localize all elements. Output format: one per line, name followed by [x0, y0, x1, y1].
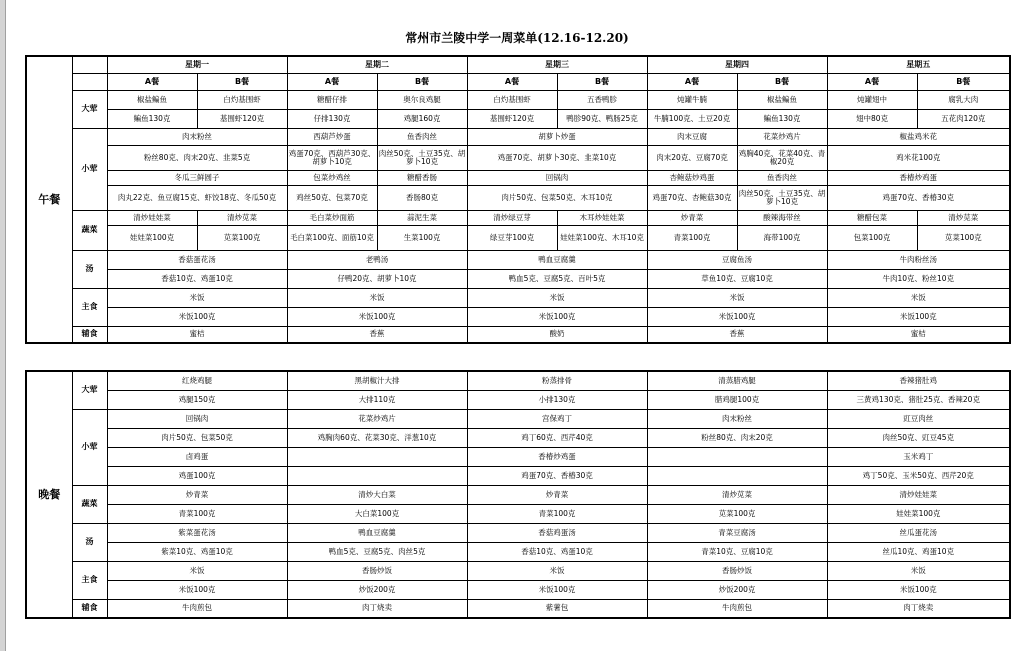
category-label: 汤 — [72, 523, 107, 561]
dish-quantity: 仔鸭20克、胡萝卜10克 — [287, 269, 467, 288]
dish-quantity: 苋菜100克 — [197, 225, 287, 250]
dish-quantity: 腊鸡腿100克 — [647, 390, 827, 409]
dish-quantity: 青菜100克 — [647, 225, 737, 250]
dish-name: 玉米鸡丁 — [827, 447, 1010, 466]
category-label: 辅食 — [72, 326, 107, 343]
dish-quantity: 肉丝50克、土豆35克、胡萝卜10克 — [737, 185, 827, 210]
dish-quantity: 翅中80克 — [827, 109, 917, 128]
lunch-label: 午餐 — [26, 56, 72, 343]
dish-name: 米饭 — [827, 288, 1010, 307]
dish-quantity: 米饭100克 — [647, 307, 827, 326]
set-b-header: B餐 — [377, 73, 467, 90]
dish-name: 回锅肉 — [107, 409, 287, 428]
dish-name: 豇豆肉丝 — [827, 409, 1010, 428]
dish-name: 清炒苋菜 — [197, 210, 287, 225]
day-header: 星期三 — [467, 56, 647, 73]
dish-name: 清炒娃娃菜 — [827, 485, 1010, 504]
dish-quantity: 米饭100克 — [287, 307, 467, 326]
set-a-header: A餐 — [467, 73, 557, 90]
dish-name: 鱼香肉丝 — [737, 170, 827, 185]
dish-name: 杏鲍菇炒鸡蛋 — [647, 170, 737, 185]
dish-name: 香菇蛋花汤 — [107, 250, 287, 269]
dish-name — [287, 447, 467, 466]
dish-name: 肉末粉丝 — [107, 128, 287, 145]
dish-name: 胡萝卜炒蛋 — [467, 128, 647, 145]
dish-quantity: 鳊鱼130克 — [737, 109, 827, 128]
dish-quantity: 肉丸22克、鱼豆腐15克、虾饺18克、冬瓜50克 — [107, 185, 287, 210]
dish-name: 奥尔良鸡腿 — [377, 90, 467, 109]
dish-quantity: 鸡腿150克 — [107, 390, 287, 409]
dish-name: 椒盐鳊鱼 — [737, 90, 827, 109]
dish-quantity: 鸡蛋70克、胡萝卜30克、韭菜10克 — [467, 145, 647, 170]
snack-item: 蜜桔 — [107, 326, 287, 343]
dish-name: 糖醋香肠 — [377, 170, 467, 185]
day-header: 星期二 — [287, 56, 467, 73]
dish-quantity — [647, 466, 827, 485]
snack-item: 紫薯包 — [467, 599, 647, 618]
dish-name: 米饭 — [107, 288, 287, 307]
dish-name: 宫保鸡丁 — [467, 409, 647, 428]
dish-name: 糖醋包菜 — [827, 210, 917, 225]
dish-name: 五香鸭胗 — [557, 90, 647, 109]
dish-name: 椒盐鸡米花 — [827, 128, 1010, 145]
dish-quantity: 肉丝50克、土豆35克、胡萝卜10克 — [377, 145, 467, 170]
dish-quantity: 三黄鸡130克、猪肚25克、香辣20克 — [827, 390, 1010, 409]
dish-quantity: 鸡蛋70克、西葫芦30克、胡萝卜10克 — [287, 145, 377, 170]
set-b-header: B餐 — [737, 73, 827, 90]
dish-quantity: 鳊鱼130克 — [107, 109, 197, 128]
day-header: 星期四 — [647, 56, 827, 73]
dish-quantity: 鸡蛋100克 — [107, 466, 287, 485]
dish-name: 炖罐翅中 — [827, 90, 917, 109]
dish-quantity: 香肠80克 — [377, 185, 467, 210]
dish-quantity: 娃娃菜100克、木耳10克 — [557, 225, 647, 250]
set-a-header: A餐 — [827, 73, 917, 90]
dish-quantity: 米饭100克 — [107, 580, 287, 599]
dish-name: 花菜炒鸡片 — [737, 128, 827, 145]
dish-quantity: 小排130克 — [467, 390, 647, 409]
dish-quantity: 鸭胗90克、鸭肠25克 — [557, 109, 647, 128]
dish-quantity: 鸡蛋70克、香椿30克 — [827, 185, 1010, 210]
dish-name: 紫菜蛋花汤 — [107, 523, 287, 542]
dish-quantity: 炒饭200克 — [647, 580, 827, 599]
set-a-header: A餐 — [647, 73, 737, 90]
set-b-header: B餐 — [557, 73, 647, 90]
snack-item: 牛肉煎包 — [107, 599, 287, 618]
dish-name: 清炒大白菜 — [287, 485, 467, 504]
dish-name: 清炒苋菜 — [917, 210, 1010, 225]
dish-quantity: 仔排130克 — [287, 109, 377, 128]
dish-quantity: 青菜10克、豆腐10克 — [647, 542, 827, 561]
dish-quantity: 粉丝80克、肉末20克 — [647, 428, 827, 447]
dish-quantity: 包菜100克 — [827, 225, 917, 250]
dish-quantity: 牛腩100克、土豆20克 — [647, 109, 737, 128]
dish-quantity: 基围虾120克 — [197, 109, 287, 128]
dish-name: 香辣猪肚鸡 — [827, 371, 1010, 390]
dinner-label: 晚餐 — [26, 371, 72, 618]
dish-quantity: 米饭100克 — [827, 307, 1010, 326]
dish-name: 米饭 — [467, 288, 647, 307]
window-left-edge — [0, 0, 6, 651]
dish-quantity: 米饭100克 — [107, 307, 287, 326]
dish-name: 蒜泥生菜 — [377, 210, 467, 225]
dish-name: 老鸭汤 — [287, 250, 467, 269]
dish-name — [647, 447, 827, 466]
snack-item: 牛肉煎包 — [647, 599, 827, 618]
dish-name: 清炒绿豆芽 — [467, 210, 557, 225]
dish-quantity: 牛肉10克、粉丝10克 — [827, 269, 1010, 288]
dish-quantity: 香菇10克、鸡蛋10克 — [107, 269, 287, 288]
dish-name: 腐乳大肉 — [917, 90, 1010, 109]
dish-name: 椒盐鳊鱼 — [107, 90, 197, 109]
set-b-header: B餐 — [197, 73, 287, 90]
dish-name: 炖罐牛腩 — [647, 90, 737, 109]
category-label: 主食 — [72, 288, 107, 326]
dish-name: 香椿炒鸡蛋 — [467, 447, 647, 466]
snack-item: 蜜桔 — [827, 326, 1010, 343]
dish-name: 米饭 — [827, 561, 1010, 580]
dish-quantity: 粉丝80克、肉末20克、韭菜5克 — [107, 145, 287, 170]
snack-item: 酸奶 — [467, 326, 647, 343]
dish-name: 米饭 — [647, 288, 827, 307]
dish-quantity: 肉片50克、包菜50克、木耳10克 — [467, 185, 647, 210]
dish-name: 牛肉粉丝汤 — [827, 250, 1010, 269]
dish-name: 丝瓜蛋花汤 — [827, 523, 1010, 542]
dish-quantity: 肉片50克、包菜50克 — [107, 428, 287, 447]
dish-name: 青菜豆腐汤 — [647, 523, 827, 542]
category-label: 小荤 — [72, 409, 107, 485]
dish-quantity: 米饭100克 — [467, 580, 647, 599]
dish-quantity: 鸡丁60克、西芹40克 — [467, 428, 647, 447]
dish-quantity: 鸡丁50克、玉米50克、西芹20克 — [827, 466, 1010, 485]
dish-quantity — [287, 466, 467, 485]
dish-name: 粉蒸排骨 — [467, 371, 647, 390]
dish-name: 米饭 — [467, 561, 647, 580]
dish-name: 米饭 — [107, 561, 287, 580]
dish-name: 香椿炒鸡蛋 — [827, 170, 1010, 185]
dish-name: 炒青菜 — [107, 485, 287, 504]
page-title: 常州市兰陵中学一周菜单(12.16-12.20) — [405, 31, 629, 45]
dish-name: 香菇鸡蛋汤 — [467, 523, 647, 542]
dish-quantity: 鸡米花100克 — [827, 145, 1010, 170]
dish-quantity: 鸡胸肉60克、花菜30克、洋葱10克 — [287, 428, 467, 447]
dish-name: 香肠炒饭 — [647, 561, 827, 580]
dish-quantity: 米饭100克 — [827, 580, 1010, 599]
set-a-header: A餐 — [107, 73, 197, 90]
dish-name: 回锅肉 — [467, 170, 647, 185]
dish-quantity: 毛白菜100克、面筋10克 — [287, 225, 377, 250]
dish-name: 清炒苋菜 — [647, 485, 827, 504]
dish-name: 黑胡椒汁大排 — [287, 371, 467, 390]
dish-quantity: 鸡蛋70克、香椿30克 — [467, 466, 647, 485]
dish-name: 卤鸡蛋 — [107, 447, 287, 466]
dish-quantity: 青菜100克 — [107, 504, 287, 523]
dish-quantity: 鸭血5克、豆腐5克、百叶5克 — [467, 269, 647, 288]
dish-name: 炒青菜 — [467, 485, 647, 504]
category-label: 蔬菜 — [72, 485, 107, 523]
dish-quantity: 紫菜10克、鸡蛋10克 — [107, 542, 287, 561]
dish-name: 清炒娃娃菜 — [107, 210, 197, 225]
dish-name: 花菜炒鸡片 — [287, 409, 467, 428]
dish-name: 糖醋仔排 — [287, 90, 377, 109]
dish-name: 香肠炒饭 — [287, 561, 467, 580]
dish-quantity: 大白菜100克 — [287, 504, 467, 523]
category-label: 大荤 — [72, 90, 107, 128]
set-b-header: B餐 — [917, 73, 1010, 90]
dish-name: 鸭血豆腐羹 — [287, 523, 467, 542]
dish-quantity: 鸡腿160克 — [377, 109, 467, 128]
dish-quantity: 肉丝50克、豇豆45克 — [827, 428, 1010, 447]
dish-quantity: 生菜100克 — [377, 225, 467, 250]
dish-quantity: 海带100克 — [737, 225, 827, 250]
day-header: 星期一 — [107, 56, 287, 73]
category-label: 辅食 — [72, 599, 107, 618]
dish-quantity: 娃娃菜100克 — [827, 504, 1010, 523]
dish-quantity: 鸡蛋70克、杏鲍菇30克 — [647, 185, 737, 210]
dish-name: 鸭血豆腐羹 — [467, 250, 647, 269]
category-label: 大荤 — [72, 371, 107, 409]
dish-name: 木耳炒娃娃菜 — [557, 210, 647, 225]
dish-name: 毛白菜炒面筋 — [287, 210, 377, 225]
dish-name: 炒青菜 — [647, 210, 737, 225]
lunch-menu-table — [25, 55, 1011, 344]
dinner-menu-table — [25, 370, 1011, 619]
category-label: 蔬菜 — [72, 210, 107, 250]
dish-name: 肉末豆腐 — [647, 128, 737, 145]
dish-quantity: 苋菜100克 — [647, 504, 827, 523]
dish-name: 豆腐鱼汤 — [647, 250, 827, 269]
dish-quantity: 鸡丝50克、包菜70克 — [287, 185, 377, 210]
dish-quantity: 鸭血5克、豆腐5克、肉丝5克 — [287, 542, 467, 561]
dish-name: 肉末粉丝 — [647, 409, 827, 428]
dish-name: 西葫芦炒蛋 — [287, 128, 377, 145]
dish-quantity: 娃娃菜100克 — [107, 225, 197, 250]
dish-quantity: 草鱼10克、豆腐10克 — [647, 269, 827, 288]
category-label: 小荤 — [72, 128, 107, 210]
dish-quantity: 香菇10克、鸡蛋10克 — [467, 542, 647, 561]
dish-quantity: 丝瓜10克、鸡蛋10克 — [827, 542, 1010, 561]
snack-item: 肉丁烧卖 — [827, 599, 1010, 618]
dish-quantity: 绿豆芽100克 — [467, 225, 557, 250]
dish-quantity: 米饭100克 — [467, 307, 647, 326]
snack-item: 香蕉 — [287, 326, 467, 343]
dish-name: 酸辣海带丝 — [737, 210, 827, 225]
dish-name: 米饭 — [287, 288, 467, 307]
dish-quantity: 青菜100克 — [467, 504, 647, 523]
dish-quantity: 鸡胸40克、花菜40克、青椒20克 — [737, 145, 827, 170]
snack-item: 香蕉 — [647, 326, 827, 343]
dish-name: 冬瓜三鲜圆子 — [107, 170, 287, 185]
dish-name: 白灼基围虾 — [467, 90, 557, 109]
category-label: 汤 — [72, 250, 107, 288]
dish-quantity: 基围虾120克 — [467, 109, 557, 128]
category-label: 主食 — [72, 561, 107, 599]
dish-name: 包菜炒鸡丝 — [287, 170, 377, 185]
dish-name: 清蒸腊鸡腿 — [647, 371, 827, 390]
dish-quantity: 肉末20克、豆腐70克 — [647, 145, 737, 170]
dish-quantity: 苋菜100克 — [917, 225, 1010, 250]
dish-name: 鱼香肉丝 — [377, 128, 467, 145]
set-a-header: A餐 — [287, 73, 377, 90]
snack-item: 肉丁烧卖 — [287, 599, 467, 618]
dish-quantity: 炒饭200克 — [287, 580, 467, 599]
dish-quantity: 五花肉120克 — [917, 109, 1010, 128]
dish-quantity: 大排110克 — [287, 390, 467, 409]
dish-name: 红烧鸡腿 — [107, 371, 287, 390]
day-header: 星期五 — [827, 56, 1010, 73]
dish-name: 白灼基围虾 — [197, 90, 287, 109]
